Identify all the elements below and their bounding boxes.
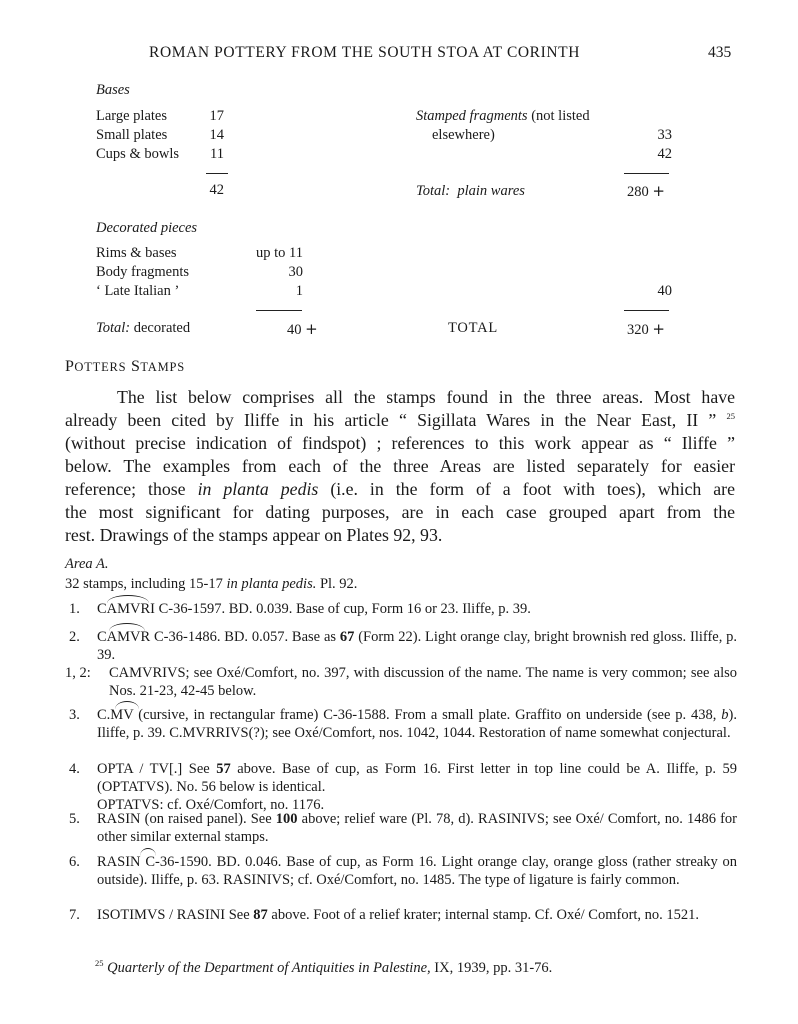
bases-row-value: 11 xyxy=(210,146,224,162)
plain-total-label: Total: plain wares xyxy=(416,183,525,199)
intro-line: rest. Drawings of the stamps appear on Plates 92, 93. xyxy=(65,525,443,545)
bases-sum-rule xyxy=(206,173,228,174)
decorated-sum-rule xyxy=(256,310,302,311)
stamp-text: OPTA / TV[.] xyxy=(97,761,183,777)
section-title: POTTERS STAMPS xyxy=(65,358,186,375)
intro-line: The list below comprises all the stamps found in the three areas. Most have xyxy=(117,387,735,407)
catalogue-entry: 1, 2: CAMVRIVS; see Oxé/Comfort, no. 397, with discussion of the name. The name is very common; see also Nos. 21-23, 42-45 below. xyxy=(65,665,737,699)
bases-row-label: Small plates xyxy=(96,127,168,143)
catalogue-entry: 5. RASIN (on raised panel). See 100 above; relief ware (Pl. 78, d). RASINIVS; see Oxé/ Comfort, no. 1486 for other similar external stamps. xyxy=(69,811,738,845)
ligature-mark xyxy=(140,848,156,856)
plain-sum-rule xyxy=(624,173,669,174)
decorated-row-value: 30 xyxy=(288,264,303,280)
catalogue-entry: 6. RASIN C-36-1590. BD. 0.046. Base of cup, as Form 16. Light orange clay, orange gloss (rather streaky on outside). Iliffe, p. 63. RASINIVS; cf. Oxé/Comfort, no. 1485. The type of ligature is fairly common. xyxy=(65,853,737,889)
bases-row-value: 17 xyxy=(209,108,224,124)
stamped-label: Stamped fragments (not listed xyxy=(416,108,590,124)
decorated-row-label: Body fragments xyxy=(96,264,190,280)
decorated-right-value: 40 xyxy=(657,283,672,299)
area-summary: 32 stamps, including 15-17 in planta pedis. Pl. 92. xyxy=(65,576,358,592)
ligature-mark xyxy=(109,623,145,631)
stamp-text: ISOTIMVS / RASINI xyxy=(97,907,226,923)
stamp-text: C.MV xyxy=(97,707,134,723)
catalogue-entry: 3. C.MV (cursive, in rectangular frame) C-36-1588. From a small plate. Graffito on underside (see p. 438, b). Iliffe, p. 39. C.MVRRIVS(?); see Oxé/Comfort, nos. 1042, 1044. Restoration of name somewhat conjectural. xyxy=(65,706,737,742)
stamped-value: 33 xyxy=(657,127,672,143)
stamp-text: CAMVRI xyxy=(97,601,156,617)
catalogue-entry: 4. OPTA / TV[.] See 57 above. Base of cup, as Form 16. First letter in top line could be A. Iliffe, p. 59 (OPTATVS). No. 56 below is identical. OPTATVS: cf. Oxé/Comfort, no. 1176. xyxy=(69,761,738,813)
ligature-mark xyxy=(107,595,149,603)
bases-total: 42 xyxy=(209,182,224,198)
catalogue-entry: 2. CAMVR C-36-1486. BD. 0.057. Base as 67 (Form 22). Light orange clay, bright brownish red gloss. Iliffe, p. 39. xyxy=(65,628,737,664)
page-number: 435 xyxy=(708,44,732,61)
bases-row-label: Cups & bowls xyxy=(96,146,179,162)
decorated-row-value: up to 11 xyxy=(256,245,303,261)
entry-number: 1. xyxy=(69,601,80,617)
decorated-total-value: 40 + xyxy=(287,320,318,338)
entry-number: 1, 2: xyxy=(65,665,91,681)
stamp-text: CAMVR xyxy=(97,629,151,645)
ligature-mark xyxy=(115,701,139,709)
bases-row-value: 14 xyxy=(209,127,224,143)
intro-line: already been cited by Iliffe in his article “ Sigillata Wares in the Near East, II ” $^{25}$ xyxy=(65,410,735,430)
running-title: ROMAN POTTERY FROM THE SOUTH STOA AT CORINTH xyxy=(149,44,581,61)
catalogue-entry: 1. CAMVRI C-36-1597. BD. 0.039. Base of cup, Form 16 or 23. Iliffe, p. 39. xyxy=(65,600,737,618)
entry-number: 6. xyxy=(69,854,80,870)
plain-total-value: 280 + xyxy=(627,182,665,200)
decorated-row-value: 1 xyxy=(295,283,303,299)
intro-paragraph xyxy=(65,386,735,547)
bases-row-label: Large plates xyxy=(96,108,167,124)
stamp-text: RASIN xyxy=(97,854,141,870)
entry-number: 7. xyxy=(69,907,80,923)
footnote: $^{25}$ Quarterly of the Department of Antiquities in Palestine, IX, 1939, pp. 31-76. xyxy=(95,958,553,976)
entry-number: 5. xyxy=(69,811,80,827)
stamped-label-line2: elsewhere) xyxy=(432,127,495,143)
entry-number: 3. xyxy=(69,707,80,723)
entry-number: 4. xyxy=(69,761,80,777)
area-title: Area A. xyxy=(65,556,109,572)
grand-total-value: 320 + xyxy=(627,320,665,338)
intro-line: below. The examples from each of the three Areas are listed separately for easier xyxy=(65,456,735,476)
intro-line: (without precise indication of findspot) ; references to this work appear as “ Iliffe ” xyxy=(65,433,735,453)
stamped-value-2: 42 xyxy=(657,146,672,162)
entry-number: 2. xyxy=(69,629,80,645)
decorated-row-label: ‘ Late Italian ’ xyxy=(96,283,180,299)
intro-line: the most significant for dating purposes, are in each case grouped apart from the xyxy=(65,502,735,522)
decorated-row-label: Rims & bases xyxy=(96,245,177,261)
stamp-text: RASIN xyxy=(97,811,141,827)
grand-total-label: TOTAL xyxy=(448,320,499,336)
intro-line: reference; those in planta pedis (i.e. in the form of a foot with toes), which are xyxy=(65,479,735,499)
grand-sum-rule xyxy=(624,310,669,311)
decorated-heading: Decorated pieces xyxy=(96,220,198,236)
bases-heading: Bases xyxy=(96,82,130,98)
catalogue-entry: 7. ISOTIMVS / RASINI See 87 above. Foot of a relief krater; internal stamp. Cf. Oxé/ Comfort, no. 1521. xyxy=(69,907,700,923)
decorated-total-label: Total: decorated xyxy=(96,320,191,336)
